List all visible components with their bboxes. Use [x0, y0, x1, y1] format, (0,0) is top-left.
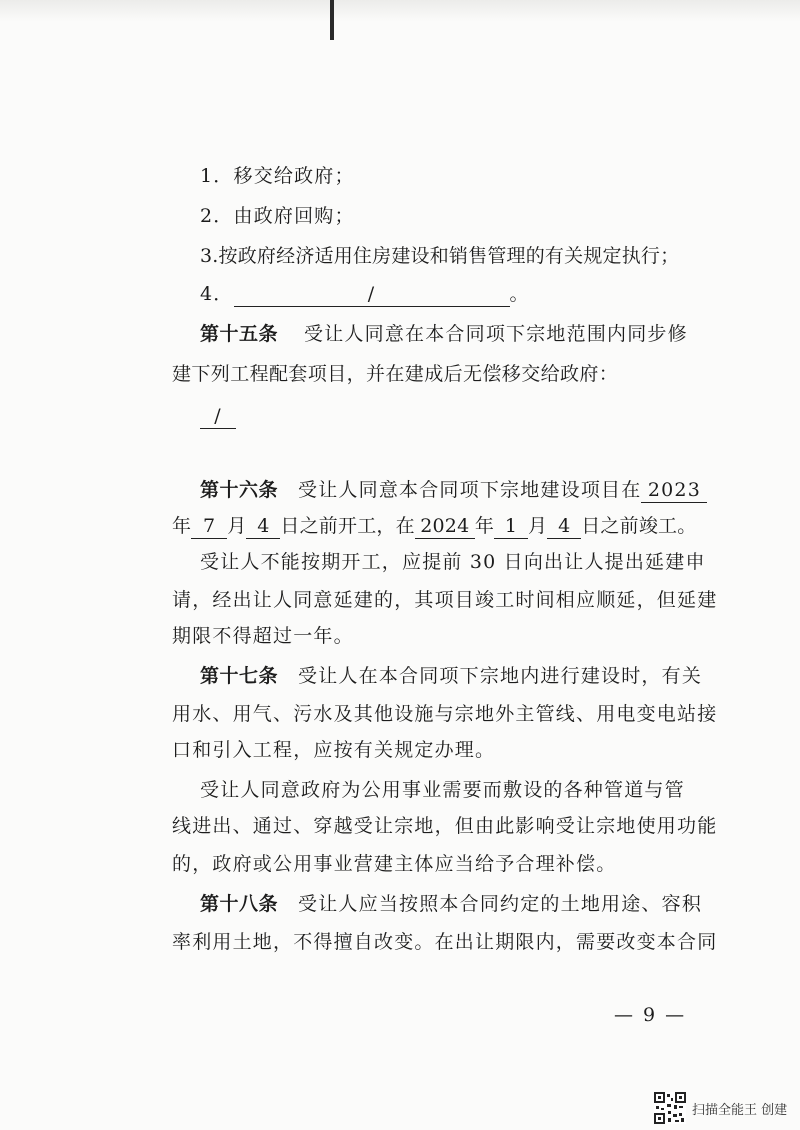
- art16-line2: [172, 514, 696, 539]
- scanner-watermark: [654, 1092, 787, 1124]
- art17-line2: 用水、用气、污水及其他设施与宗地外主管线、用电变电站接: [172, 703, 718, 725]
- art18-title: 第十八条: [200, 893, 279, 915]
- art16-line1: [200, 478, 707, 503]
- art16-end-month: 1: [494, 514, 528, 539]
- art16-end-day: 4: [547, 514, 581, 539]
- list-item-1: 1．移交给政府；: [200, 165, 355, 187]
- art15-text1: 受让人同意在本合同项下宗地范围内同步修: [304, 323, 688, 345]
- end-suffix: 日之前竣工。: [581, 515, 697, 537]
- art17-para2-line3: 的，政府或公用事业营建主体应当给予合理补偿。: [172, 853, 617, 875]
- art18-line1: [200, 892, 702, 916]
- watermark-text: 扫描全能王 创建: [692, 1102, 788, 1118]
- art16-title: 第十六条: [200, 479, 279, 501]
- list-item-4-suffix: 。: [509, 283, 530, 305]
- year-char: 年: [172, 515, 192, 537]
- art17-para2-line2: 线进出、通过、穿越受让宗地，但由此影响受让宗地使用功能: [172, 815, 718, 837]
- art17-title: 第十七条: [200, 665, 279, 687]
- list-item-2: 2．由政府回购；: [200, 205, 355, 227]
- art16-text1: 受让人同意本合同项下宗地建设项目在: [298, 479, 642, 501]
- art15-blank-line: [200, 404, 236, 429]
- art15-title: 第十五条: [200, 323, 279, 345]
- page-number: — 9 —: [614, 1004, 687, 1026]
- art15-blank: /: [200, 404, 236, 429]
- start-suffix: 日之前开工，在: [280, 515, 415, 537]
- art16-para2-line3: 期限不得超过一年。: [172, 625, 354, 647]
- end-month-char: 月: [528, 515, 548, 537]
- end-year-char: 年: [474, 515, 495, 537]
- art16-start-month: 7: [191, 514, 227, 539]
- art17-text1: 受让人在本合同项下宗地内进行建设时，有关: [298, 665, 703, 687]
- art16-end-year: 2024: [415, 514, 475, 539]
- art16-start-day: 4: [246, 514, 280, 539]
- list-item-4-prefix: 4．: [200, 283, 234, 305]
- month-char: 月: [227, 515, 247, 537]
- art15-line2: 建下列工程配套项目，并在建成后无偿移交给政府：: [172, 363, 619, 385]
- list-item-3: 3.按政府经济适用住房建设和销售管理的有关规定执行；: [200, 245, 680, 267]
- art16-para2-line2: 请，经出让人同意延建的，其项目竣工时间相应顺延，但延建: [172, 589, 718, 611]
- art18-line2: 率利用土地，不得擅自改变。在出让期限内，需要改变本合同: [172, 931, 718, 953]
- scan-shadow: [0, 0, 800, 22]
- art15-line1: [200, 322, 688, 346]
- art17-para2-line1: 受让人同意政府为公用事业需要而敷设的各种管道与管: [200, 779, 685, 801]
- qr-code-icon: [654, 1092, 686, 1124]
- scan-mark: [330, 0, 334, 40]
- art17-line3: 口和引入工程，应按有关规定办理。: [172, 739, 496, 761]
- art16-para2-line1: 受让人不能按期开工，应提前 30 日向出让人提出延建申: [200, 551, 706, 573]
- art16-start-year: 2023: [641, 478, 707, 503]
- art17-line1: [200, 664, 702, 688]
- art18-text1: 受让人应当按照本合同约定的土地用途、容积: [298, 893, 703, 915]
- list-item-4: [200, 282, 530, 307]
- list-item-4-blank: /: [234, 282, 510, 307]
